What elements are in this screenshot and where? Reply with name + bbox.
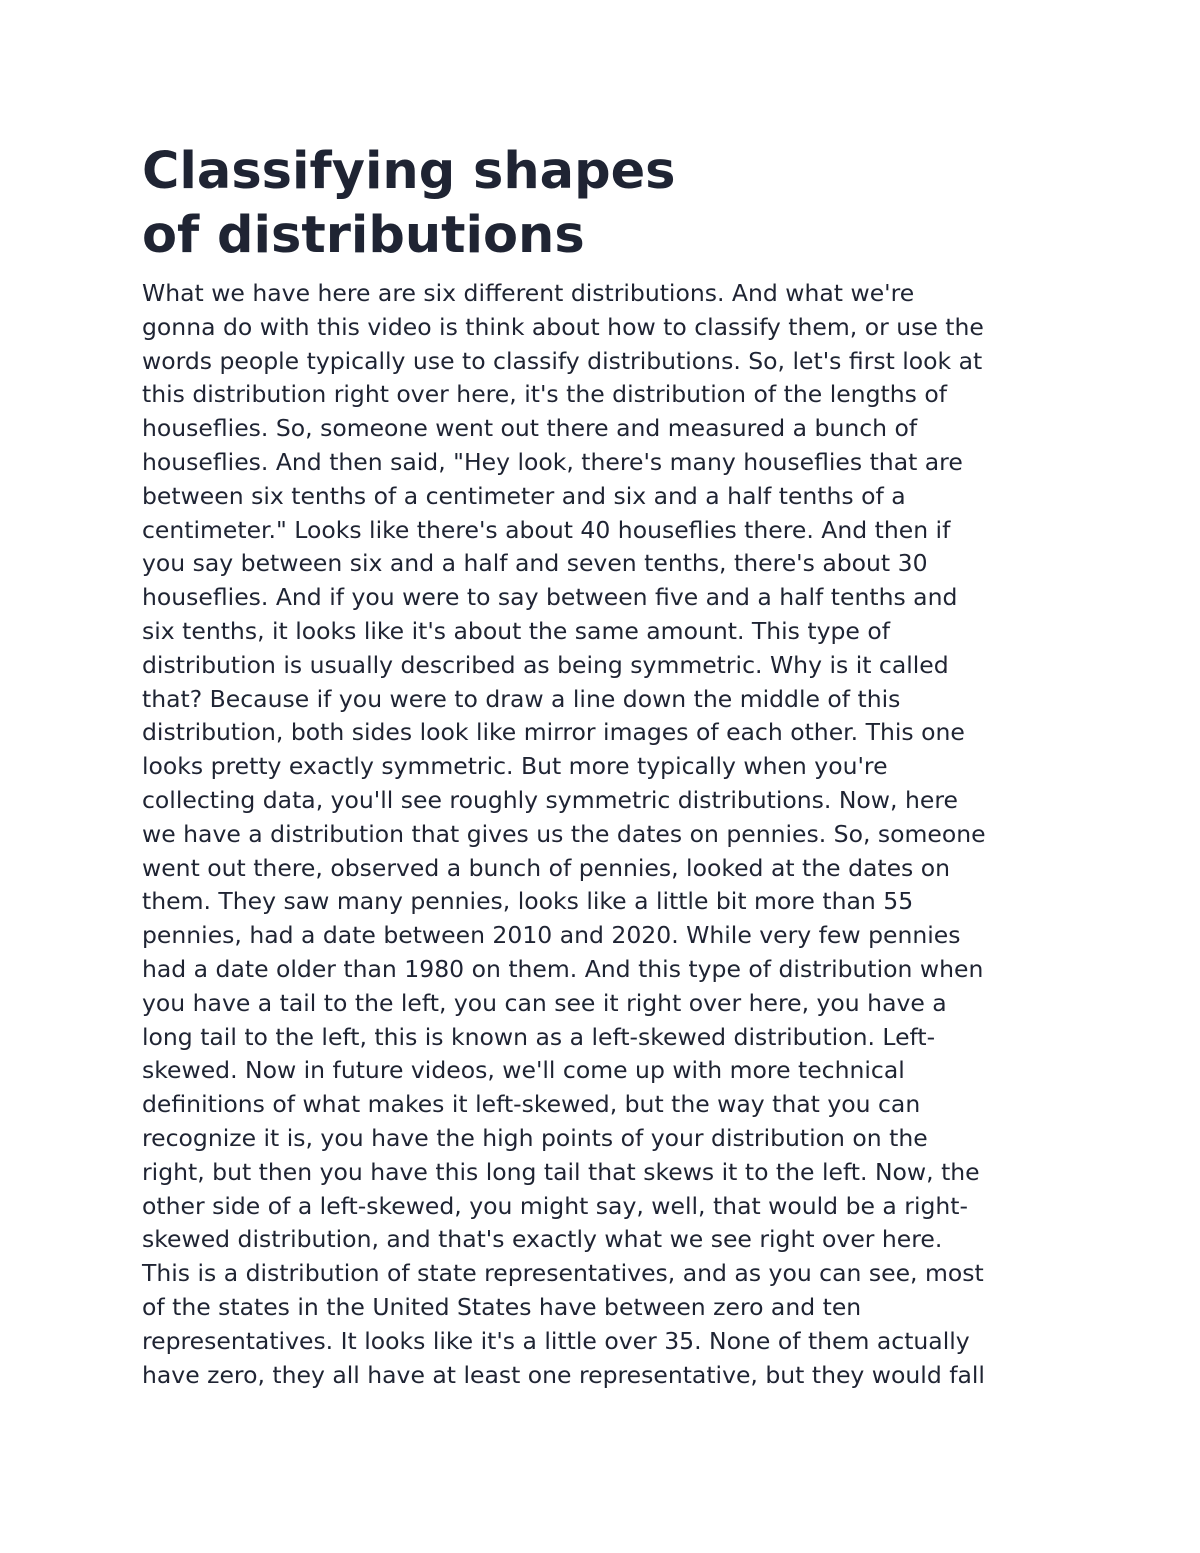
body-line: them. They saw many pennies, looks like a little bit more than 55 (142, 887, 914, 916)
title-line-1: Classifying shapes (142, 142, 676, 201)
body-line: houseflies. So, someone went out there and measured a bunch of (142, 414, 918, 443)
body-line: have zero, they all have at least one representative, but they would fall (142, 1360, 985, 1389)
body-line: This is a distribution of state representatives, and as you can see, most (142, 1259, 984, 1288)
body-line: recognize it is, you have the high points of your distribution on the (142, 1123, 928, 1152)
body-line: this distribution right over here, it's the distribution of the lengths of (142, 380, 947, 409)
body-line: other side of a left-skewed, you might say, well, that would be a right- (142, 1191, 968, 1220)
body-line: long tail to the left, this is known as a left-skewed distribution. Left- (142, 1022, 936, 1051)
body-line: representatives. It looks like it's a little over 35. None of them actually (142, 1326, 970, 1355)
body-line: skewed. Now in future videos, we'll come up with more technical (142, 1056, 905, 1085)
body-line: houseflies. And if you were to say between five and a half tenths and (142, 583, 958, 612)
body-line: right, but then you have this long tail that skews it to the left. Now, the (142, 1157, 980, 1186)
body-line: you have a tail to the left, you can see it right over here, you have a (142, 988, 947, 1017)
body-line: gonna do with this video is think about how to classify them, or use the (142, 312, 984, 341)
body-line: looks pretty exactly symmetric. But more typically when you're (142, 752, 888, 781)
body-line: of the states in the United States have between zero and ten (142, 1292, 862, 1321)
body-line: skewed distribution, and that's exactly what we see right over here. (142, 1225, 943, 1254)
body-line: you say between six and a half and seven tenths, there's about 30 (142, 549, 928, 578)
body-line: had a date older than 1980 on them. And this type of distribution when (142, 954, 984, 983)
body-line: collecting data, you'll see roughly symmetric distributions. Now, here (142, 785, 958, 814)
body-line: What we have here are six different distributions. And what we're (142, 279, 915, 307)
body-line: centimeter." Looks like there's about 40 houseflies there. And then if (142, 515, 951, 544)
body-line: went out there, observed a bunch of pennies, looked at the dates on (142, 853, 951, 882)
body-line: definitions of what makes it left-skewed, but the way that you can (142, 1090, 921, 1119)
body-line: six tenths, it looks like it's about the same amount. This type of (142, 616, 890, 645)
body-line: pennies, had a date between 2010 and 2020. While very few pennies (142, 921, 961, 950)
title-line-2: of distributions (142, 206, 585, 265)
body-line: that? Because if you were to draw a line down the middle of this (142, 684, 901, 713)
body-line: words people typically use to classify distributions. So, let's first look at (142, 346, 983, 375)
body-line: distribution, both sides look like mirror images of each other. This one (142, 718, 965, 747)
body-line: distribution is usually described as being symmetric. Why is it called (142, 650, 949, 679)
body-line: we have a distribution that gives us the dates on pennies. So, someone (142, 819, 986, 848)
body-line: houseflies. And then said, "Hey look, there's many houseflies that are (142, 447, 963, 476)
body-paragraph (142, 277, 1072, 1392)
document-title (142, 140, 1062, 268)
body-line: between six tenths of a centimeter and six and a half tenths of a (142, 481, 906, 510)
